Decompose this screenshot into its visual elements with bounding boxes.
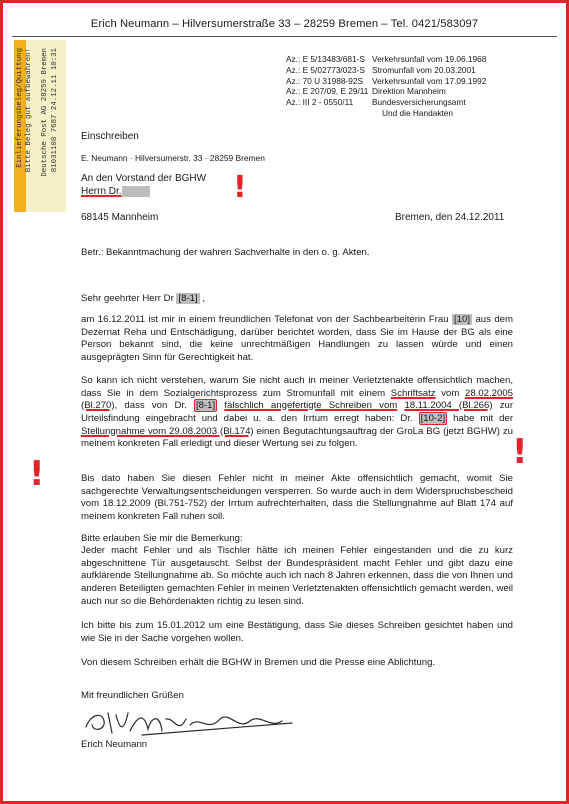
paragraph-telefonat: am 16.12.2011 ist mir in einem freundlichen Telefonat von der Sachbearbeiterin Frau [10] aus dem Dezernat Reha und Entschädigung, darüber berichtet worden, dass Sie im Hause der BG als eine Person bekannt sind, die keine unrechtmäßigen Handlungen zu lassen würde und einen ausgeprägten Sinn für Gerechtigkeit hat. xyxy=(81,314,514,363)
redaction-tag: [10] xyxy=(453,314,470,325)
reference-row xyxy=(286,86,486,97)
return-address: E. Neumann · Hilversumerstr. 33 · 28259 Bremen xyxy=(81,153,265,163)
paragraph-bemerkung: Jeder macht Fehler und als Tischler hätte ich meinen Fehler eingestanden und die zu kurz abgeschnittene Tür ausgetauscht. Selbst der Bundespräsident macht Fehler und gibt dazu eine aufklärende Stellungnahme ab. So möchte auch ich nach 8 Jahren erkennen, dass die von Ihnen und anderen Beteiligten gemachten Fehler in meinen Verletztenakten offensichtlich gemacht werden, weil auch nur so die Behördenakten richtig zu lesen sind. xyxy=(81,545,513,607)
recipient-line: An den Vorstand der BGHW xyxy=(81,173,207,184)
paragraph-ablichtung: Von diesem Schreiben erhält die BGHW in Bremen und die Presse eine Ablichtung. xyxy=(81,657,436,668)
header-rule xyxy=(12,36,557,37)
mail-type: Einschreiben xyxy=(81,131,139,142)
receipt-line: Einlieferungsbeleg/Quittung xyxy=(16,48,24,168)
redaction-box xyxy=(122,186,150,197)
redaction-tag: [10-2] xyxy=(420,412,446,424)
handwritten-signature xyxy=(82,705,322,741)
signature-name: Erich Neumann xyxy=(81,739,148,750)
reference-text: Bundesversicherungsamt xyxy=(372,97,466,108)
reference-text: Direktion Mannheim xyxy=(372,86,446,97)
reference-text: Stromunfall vom 20.03.2001 xyxy=(372,64,476,75)
exclamation-mark-icon: ! xyxy=(512,432,528,472)
reference-row xyxy=(286,97,486,108)
reference-row xyxy=(286,54,486,65)
reference-number: Az.: E 207/09, E 29/11 xyxy=(286,86,369,97)
paragraph-bestaetigung: Ich bitte bis zum 15.01.2012 um eine Bestätigung, dass Sie dieses Schreiben gesichtet haben und wie Sie in der Sache vorgehen wollen. xyxy=(81,620,513,644)
reference-number: Az.: E 5/02773/023-S xyxy=(286,64,365,75)
recipient-name: Herrn Dr. xyxy=(81,185,150,198)
redaction-tag: [8-1] xyxy=(178,293,198,304)
reference-row xyxy=(286,65,486,76)
reference-tail: Und die Handakten xyxy=(382,107,454,118)
place-date: Bremen, den 24.12.2011 xyxy=(395,212,505,223)
reference-number: Az.: E 5/13483/681-S xyxy=(286,54,365,64)
redaction-tag: [8-1] xyxy=(195,400,216,412)
reference-row xyxy=(286,108,486,119)
receipt-line: Deutsche Post AG 28259 Bremen xyxy=(41,48,49,177)
reference-text: Verkehrsunfall vom 19.06.1968 xyxy=(372,54,487,64)
exclamation-mark-icon: ! xyxy=(29,454,45,494)
salutation: Sehr geehrter Herr Dr [8-1] , xyxy=(81,293,205,304)
reference-number: Az.: III 2 - 0550/11 xyxy=(286,97,354,108)
paragraph-bis-dato: Bis dato haben Sie diesen Fehler nicht in meiner Akte offensichtlich gemacht, womit Sie sachgerechte Verwaltungsentscheidungen versperren. So wurde auch in dem Widerspruchsbescheid vom 18.12.2009 (Bl.751-752) der Irrtum aufrechterhalten, dass die Stellungnahme auf Blatt 174 auf meinem konkreten Fall ruhen soll. xyxy=(81,473,513,522)
paragraph-bemerkung-intro: Bitte erlauben Sie mir die Bemerkung: xyxy=(81,533,243,544)
reference-number: Az.: 70 U 31988-92S xyxy=(286,75,364,86)
receipt-line: Bitte Beleg gut aufbewahren! xyxy=(25,48,33,173)
closing: Mit freundlichen Grüßen xyxy=(81,690,184,701)
reference-text: Verkehrsunfall vom 17.09.1992 xyxy=(372,75,487,86)
receipt-line: 81031108 7687 24.12.11 10:31 xyxy=(51,48,59,173)
subject-line: Betr.: Bekanntmachung der wahren Sachverhalte in den o. g. Akten. xyxy=(81,247,370,258)
reference-block xyxy=(286,54,486,119)
postal-receipt xyxy=(14,40,66,212)
sender-header: Erich Neumann – Hilversumerstraße 33 – 28259 Bremen – Tel. 0421/583097 xyxy=(90,18,479,30)
exclamation-mark-icon: ! xyxy=(233,170,247,205)
reference-row xyxy=(286,76,486,87)
recipient-city: 68145 Mannheim xyxy=(81,212,159,223)
paragraph-verletztenakte: So kann ich nicht verstehen, warum Sie nicht auch in meiner Verletztenakte offensichtlich machen, dass Sie in dem Sozialgerichtsprozess zum Stromunfall mit einem Schriftsatz vom 28.02.2005 (Bl.270), dass von Dr. [8-1] fälschlich angefertigte Schreiben vom 18.11.2004 (Bl.266) zur Urteilsfindung eingebracht und dabei u. a. den Irrtum erregt haben: Dr. [10-2] habe mit der Stellungnahme vom 29.08.2003 (Bl.174) einen Begutachtungsauftrag der GroLa BG (jetzt BGHW) zu meinem konkreten Fall erledigt und dieser Wertung sei zu folgen. xyxy=(81,375,514,450)
